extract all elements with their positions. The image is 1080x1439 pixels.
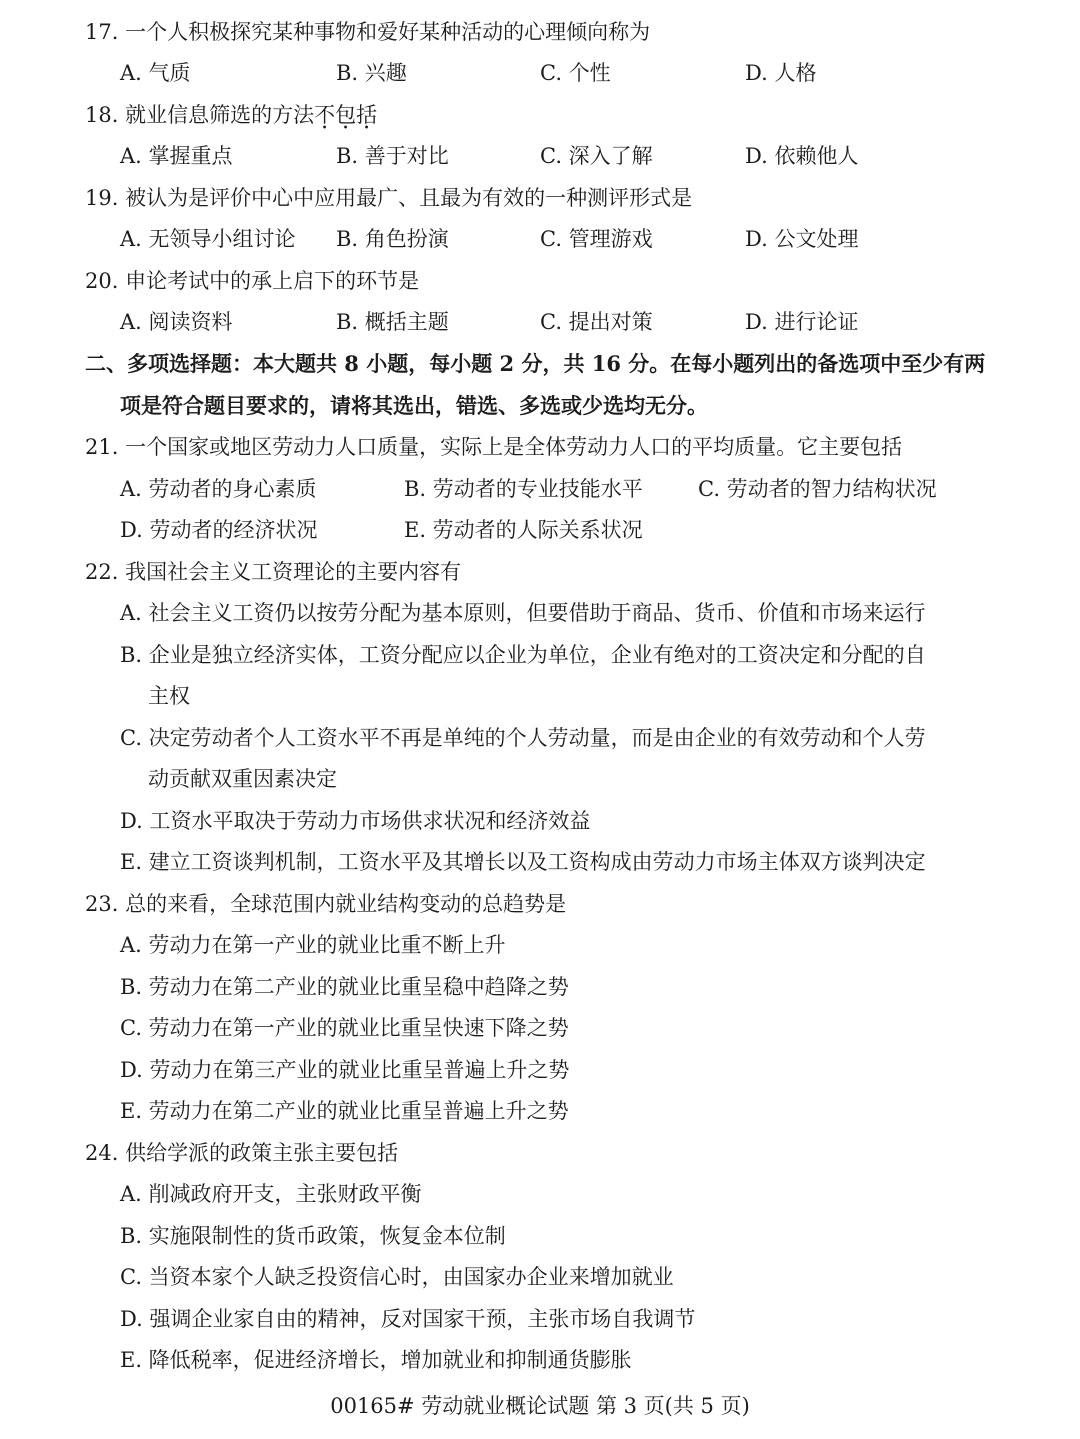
emphasis-char: 不 bbox=[314, 103, 336, 127]
q22-option-a: A. 社会主义工资仍以按劳分配为基本原则，但要借助于商品、货币、价值和市场来运行 bbox=[120, 601, 926, 625]
q23-option-b: B. 劳动力在第二产业的就业比重呈稳中趋降之势 bbox=[120, 975, 569, 999]
question-23-stem: 23. 总的来看，全球范围内就业结构变动的总趋势是 bbox=[85, 892, 567, 916]
question-21-stem: 21. 一个国家或地区劳动力人口质量，实际上是全体劳动力人口的平均质量。它主要包括 bbox=[85, 435, 903, 459]
q24-option-a: A. 削减政府开支，主张财政平衡 bbox=[120, 1182, 422, 1206]
q24-option-c: C. 当资本家个人缺乏投资信心时，由国家办企业来增加就业 bbox=[120, 1265, 674, 1289]
q22-option-d: D. 工资水平取决于劳动力市场供求状况和经济效益 bbox=[120, 809, 591, 833]
q19-option-c: C. 管理游戏 bbox=[540, 227, 653, 251]
q20-option-d: D. 进行论证 bbox=[745, 310, 859, 334]
q21-option-e: E. 劳动者的人际关系状况 bbox=[404, 518, 643, 542]
q23-option-c: C. 劳动力在第一产业的就业比重呈快速下降之势 bbox=[120, 1016, 569, 1040]
question-22-stem: 22. 我国社会主义工资理论的主要内容有 bbox=[85, 560, 462, 584]
section-2-instructions: 项是符合题目要求的，请将其选出，错选、多选或少选均无分。 bbox=[120, 393, 708, 418]
q21-option-a: A. 劳动者的身心素质 bbox=[120, 477, 317, 501]
q18-option-d: D. 依赖他人 bbox=[745, 144, 859, 168]
q17-option-a: A. 气质 bbox=[120, 61, 191, 85]
q19-option-b: B. 角色扮演 bbox=[336, 227, 449, 251]
q18-option-b: B. 善于对比 bbox=[336, 144, 449, 168]
q18-option-c: C. 深入了解 bbox=[540, 144, 653, 168]
q21-option-b: B. 劳动者的专业技能水平 bbox=[404, 477, 643, 501]
q24-option-d: D. 强调企业家自由的精神，反对国家干预，主张市场自我调节 bbox=[120, 1307, 696, 1331]
page-footer: 00165# 劳动就业概论试题 第 3 页(共 5 页) bbox=[330, 1394, 750, 1418]
q22-option-c: C. 决定劳动者个人工资水平不再是单纯的个人劳动量，而是由企业的有效劳动和个人劳 bbox=[120, 726, 926, 750]
q24-option-e: E. 降低税率，促进经济增长，增加就业和抑制通货膨胀 bbox=[120, 1348, 632, 1372]
q24-option-b: B. 实施限制性的货币政策，恢复金本位制 bbox=[120, 1224, 506, 1248]
question-20-stem: 20. 申论考试中的承上启下的环节是 bbox=[85, 269, 420, 293]
q22-option-c-cont: 动贡献双重因素决定 bbox=[148, 767, 337, 791]
q22-option-b-cont: 主权 bbox=[148, 684, 190, 708]
q17-option-c: C. 个性 bbox=[540, 61, 611, 85]
q23-option-d: D. 劳动力在第三产业的就业比重呈普遍上升之势 bbox=[120, 1058, 570, 1082]
emphasis-char: 括 bbox=[356, 103, 378, 127]
q21-option-c: C. 劳动者的智力结构状况 bbox=[698, 477, 937, 501]
section-2-heading: 二、多项选择题：本大题共 8 小题，每小题 2 分，共 16 分。在每小题列出的备选项中至少有两 bbox=[85, 351, 986, 376]
q20-option-b: B. 概括主题 bbox=[336, 310, 449, 334]
q20-option-c: C. 提出对策 bbox=[540, 310, 653, 334]
q22-option-e: E. 建立工资谈判机制，工资水平及其增长以及工资构成由劳动力市场主体双方谈判决定 bbox=[120, 850, 926, 874]
q18-option-a: A. 掌握重点 bbox=[120, 144, 233, 168]
q18-stem-prefix: 18. 就业信息筛选的方法 bbox=[85, 103, 315, 127]
q21-option-d: D. 劳动者的经济状况 bbox=[120, 518, 318, 542]
question-18-stem bbox=[85, 100, 377, 130]
q23-option-a: A. 劳动力在第一产业的就业比重不断上升 bbox=[120, 933, 506, 957]
question-17-stem: 17. 一个人积极探究某种事物和爱好某种活动的心理倾向称为 bbox=[85, 20, 651, 44]
q20-option-a: A. 阅读资料 bbox=[120, 310, 233, 334]
q19-option-a: A. 无领导小组讨论 bbox=[120, 227, 296, 251]
question-24-stem: 24. 供给学派的政策主张主要包括 bbox=[85, 1141, 399, 1165]
question-19-stem: 19. 被认为是评价中心中应用最广、且最为有效的一种测评形式是 bbox=[85, 186, 693, 210]
q17-option-b: B. 兴趣 bbox=[336, 61, 407, 85]
q17-option-d: D. 人格 bbox=[745, 61, 817, 85]
emphasis-char: 包 bbox=[335, 103, 357, 127]
q23-option-e: E. 劳动力在第二产业的就业比重呈普遍上升之势 bbox=[120, 1099, 569, 1123]
q22-option-b: B. 企业是独立经济实体，工资分配应以企业为单位，企业有绝对的工资决定和分配的自 bbox=[120, 643, 926, 667]
q19-option-d: D. 公文处理 bbox=[745, 227, 859, 251]
